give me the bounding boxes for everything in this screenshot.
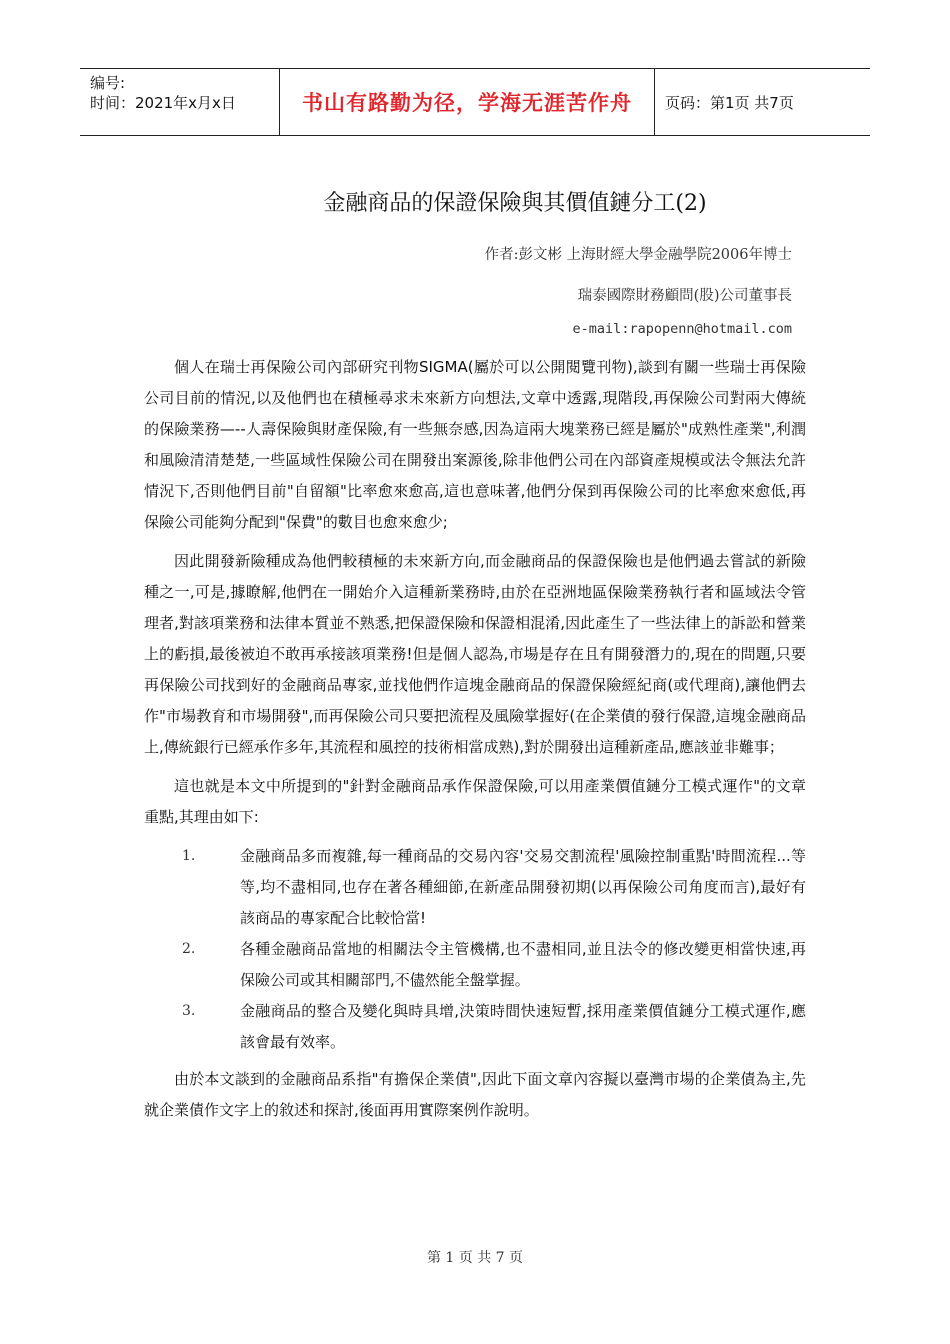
list-item — [144, 934, 806, 996]
author-position: 瑞泰國際財務顧問(股)公司董事長 — [577, 288, 792, 304]
paragraph-1: 個人在瑞士再保險公司內部研究刊物SIGMA(屬於可以公開閱覽刊物),談到有關一些瑞士再保險公司目前的情況,以及他們也在積極尋求未來新方向想法,文章中透露,現階段,再保險公司對兩大傳統的保險業務—--人壽保險與財產保險,有一些無奈感,因為這兩大塊業務已經是屬於"成熟性產業",利潤和風險清清楚楚,一些區域性保險公司在開發出案源後,除非他們公司在內部資產規模或法令無法允許情況下,否則他們目前"自留額"比率愈來愈高,這也意味著,他們分保到再保險公司的比率愈來愈低,再保險公司能夠分配到"保費"的數目也愈來愈少; — [144, 358, 806, 531]
list-item-text: 各種金融商品當地的相關法令主管機構,也不盡相同,並且法令的修改變更相當快速,再保險公司或其相關部門,不儘然能全盤掌握。 — [240, 940, 806, 989]
list-item-text: 金融商品的整合及變化與時具增,決策時間快速短暫,採用產業價值鏈分工模式運作,應該會最有效率。 — [240, 1002, 806, 1051]
document-body — [144, 352, 806, 1134]
list-item-number: 2. — [182, 941, 196, 957]
author-email: e-mail:rapopenn@hotmail.com — [572, 321, 792, 337]
closing-paragraph: 由於本文談到的金融商品系指"有擔保企業債",因此下面文章內容擬以臺灣市場的企業債為主,先就企業債作文字上的敘述和探討,後面再用實際案例作說明。 — [144, 1070, 806, 1119]
document-number-label: 编号: — [90, 74, 126, 92]
paragraph-3: 這也就是本文中所提到的"針對金融商品承作保證保險,可以用產業價值鏈分工模式運作"的文章重點,其理由如下: — [144, 777, 806, 826]
list-item — [144, 996, 806, 1058]
list-item — [144, 841, 806, 934]
page-footer: 第 1 页 共 7 页 — [426, 1250, 524, 1266]
header-slogan: 书山有路勤为径，学海无涯苦作舟 — [280, 69, 655, 135]
header-page-number: 页码：第1页 共7页 — [665, 93, 794, 112]
document-title: 金融商品的保證保險與其價值鏈分工(2) — [323, 191, 707, 216]
paragraph-2: 因此開發新險種成為他們較積極的未來新方向,而金融商品的保證保險也是他們過去嘗試的新險種之一,可是,據瞭解,他們在一開始介入這種新業務時,由於在亞洲地區保險業務執行者和區域法令管理者,對該項業務和法律本質並不熟悉,把保證保險和保證相混淆,因此產生了一些法律上的訴訟和營業上的虧損,最後被迫不敢再承接該項業務!但是個人認為,市場是存在且有開發潛力的,現在的問題,只要再保險公司找到好的金融商品專家,並找他們作這塊金融商品的保證保險經紀商(或代理商),讓他們去作"市場教育和市場開發",而再保險公司只要把流程及風險掌握好(在企業債的發行保證,這塊金融商品上,傳統銀行已經承作多年,其流程和風控的技術相當成熟),對於開發出這種新產品,應該並非難事； — [144, 552, 806, 756]
author-line: 作者:彭文彬 上海財經大學金融學院2006年博士 — [484, 247, 792, 263]
header-table — [80, 68, 870, 136]
document-date-label: 时间：2021年x月x日 — [90, 94, 236, 112]
list-item-text: 金融商品多而複雜,每一種商品的交易內容'交易交割流程'風險控制重點'時間流程...等等,均不盡相同,也存在著各種細節,在新產品開發初期(以再保險公司角度而言),最好有該商品的專家配合比較恰當! — [240, 847, 806, 927]
list-item-number: 1. — [182, 848, 196, 864]
list-item-number: 3. — [182, 1003, 196, 1019]
header-left-cell — [80, 69, 280, 135]
reasons-list — [144, 841, 806, 1058]
